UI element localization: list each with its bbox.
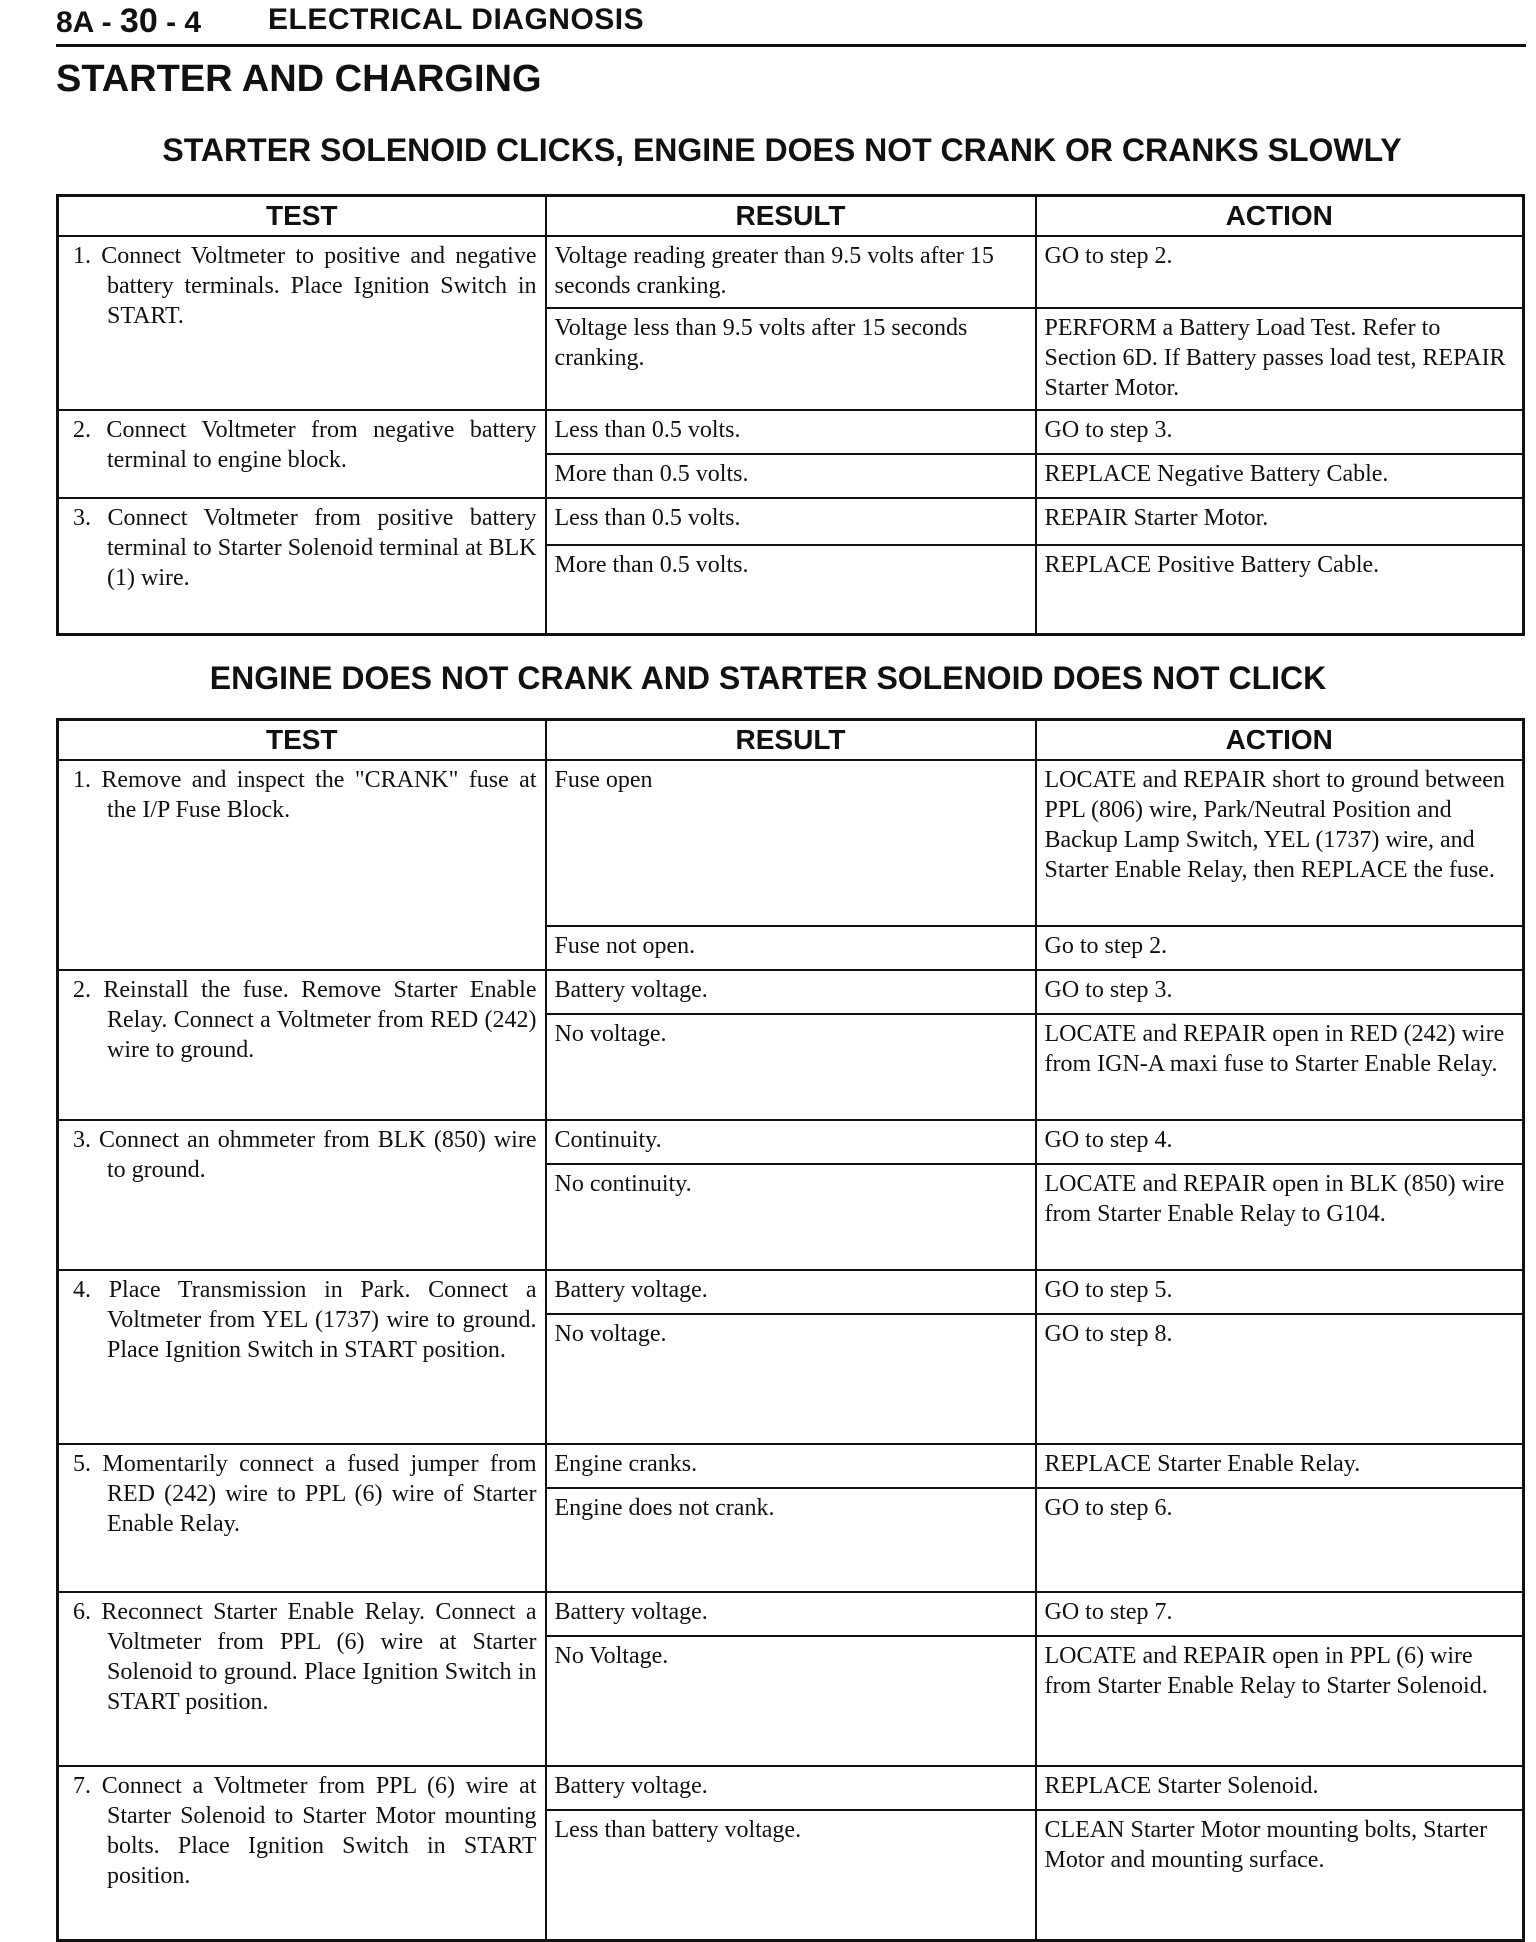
result-cell: Battery voltage.	[546, 1270, 1036, 1314]
page-header	[56, 0, 1526, 47]
result-cell: No continuity.	[546, 1164, 1036, 1270]
table-row	[58, 1120, 1524, 1164]
result-cell: Battery voltage.	[546, 1766, 1036, 1810]
column-header-test: TEST	[58, 196, 546, 237]
table-row	[58, 1592, 1524, 1636]
section-name: ELECTRICAL DIAGNOSIS	[268, 3, 645, 36]
result-cell: More than 0.5 volts.	[546, 454, 1036, 498]
column-header-action: ACTION	[1036, 720, 1524, 761]
page-code: 8A - 30 - 4	[56, 2, 202, 40]
page-title: STARTER AND CHARGING	[56, 58, 542, 100]
result-cell: Engine does not crank.	[546, 1488, 1036, 1592]
result-cell: No Voltage.	[546, 1636, 1036, 1766]
action-cell: GO to step 3.	[1036, 410, 1524, 454]
table-row	[58, 236, 1524, 308]
result-cell: Less than battery voltage.	[546, 1810, 1036, 1941]
action-cell: LOCATE and REPAIR open in PPL (6) wire from Starter Enable Relay to Starter Solenoid.	[1036, 1636, 1524, 1766]
action-cell: GO to step 2.	[1036, 236, 1524, 308]
action-cell: GO to step 7.	[1036, 1592, 1524, 1636]
table2-title: ENGINE DOES NOT CRANK AND STARTER SOLENOID DOES NOT CLICK	[209, 660, 1327, 696]
result-cell: Battery voltage.	[546, 1592, 1036, 1636]
column-header-result: RESULT	[546, 196, 1036, 237]
diagnosis-table-no-click	[56, 718, 1525, 1942]
result-cell: Fuse open	[546, 760, 1036, 926]
test-cell: 3. Connect Voltmeter from positive battery terminal to Starter Solenoid terminal at BLK (1) wire.	[58, 498, 546, 635]
table-row	[58, 1766, 1524, 1810]
result-cell: No voltage.	[546, 1314, 1036, 1444]
column-header-result: RESULT	[546, 720, 1036, 761]
action-cell: GO to step 5.	[1036, 1270, 1524, 1314]
action-cell: REPLACE Starter Enable Relay.	[1036, 1444, 1524, 1488]
test-cell: 2. Reinstall the fuse. Remove Starter Enable Relay. Connect a Voltmeter from RED (242) wire to ground.	[58, 970, 546, 1120]
test-cell: 6. Reconnect Starter Enable Relay. Connect a Voltmeter from PPL (6) wire at Starter Solenoid to ground. Place Ignition Switch in START position.	[58, 1592, 546, 1766]
test-cell: 2. Connect Voltmeter from negative battery terminal to engine block.	[58, 410, 546, 498]
column-header-test: TEST	[58, 720, 546, 761]
action-cell: GO to step 6.	[1036, 1488, 1524, 1592]
table-row	[58, 1270, 1524, 1314]
action-cell: Go to step 2.	[1036, 926, 1524, 970]
result-cell: More than 0.5 volts.	[546, 545, 1036, 635]
diagnosis-table-solenoid-clicks	[56, 194, 1525, 636]
action-cell: REPLACE Starter Solenoid.	[1036, 1766, 1524, 1810]
action-cell: LOCATE and REPAIR short to ground between PPL (806) wire, Park/Neutral Position and Backup Lamp Switch, YEL (1737) wire, and Starter Enable Relay, then REPLACE the fuse.	[1036, 760, 1524, 926]
result-cell: Fuse not open.	[546, 926, 1036, 970]
result-cell: Battery voltage.	[546, 970, 1036, 1014]
test-cell: 3. Connect an ohmmeter from BLK (850) wire to ground.	[58, 1120, 546, 1270]
result-cell: Engine cranks.	[546, 1444, 1036, 1488]
action-cell: REPLACE Positive Battery Cable.	[1036, 545, 1524, 635]
test-cell: 7. Connect a Voltmeter from PPL (6) wire at Starter Solenoid to Starter Motor mounting bolts. Place Ignition Switch in START position.	[58, 1766, 546, 1941]
action-cell: REPAIR Starter Motor.	[1036, 498, 1524, 545]
result-cell: Voltage less than 9.5 volts after 15 seconds cranking.	[546, 308, 1036, 410]
action-cell: REPLACE Negative Battery Cable.	[1036, 454, 1524, 498]
test-cell: 1. Connect Voltmeter to positive and negative battery terminals. Place Ignition Switch in START.	[58, 236, 546, 410]
table-row	[58, 760, 1524, 926]
table-row	[58, 970, 1524, 1014]
action-cell: GO to step 8.	[1036, 1314, 1524, 1444]
action-cell: CLEAN Starter Motor mounting bolts, Starter Motor and mounting surface.	[1036, 1810, 1524, 1941]
table1-title: STARTER SOLENOID CLICKS, ENGINE DOES NOT CRANK OR CRANKS SLOWLY	[162, 132, 1402, 168]
result-cell: No voltage.	[546, 1014, 1036, 1120]
result-cell: Less than 0.5 volts.	[546, 410, 1036, 454]
action-cell: GO to step 3.	[1036, 970, 1524, 1014]
column-header-action: ACTION	[1036, 196, 1524, 237]
result-cell: Voltage reading greater than 9.5 volts after 15 seconds cranking.	[546, 236, 1036, 308]
table-row	[58, 410, 1524, 454]
table-row	[58, 498, 1524, 545]
action-cell: LOCATE and REPAIR open in RED (242) wire from IGN-A maxi fuse to Starter Enable Relay.	[1036, 1014, 1524, 1120]
test-cell: 4. Place Transmission in Park. Connect a Voltmeter from YEL (1737) wire to ground. Place Ignition Switch in START position.	[58, 1270, 546, 1444]
result-cell: Less than 0.5 volts.	[546, 498, 1036, 545]
test-cell: 5. Momentarily connect a fused jumper from RED (242) wire to PPL (6) wire of Starter Enable Relay.	[58, 1444, 546, 1592]
table-row	[58, 1444, 1524, 1488]
action-cell: LOCATE and REPAIR open in BLK (850) wire from Starter Enable Relay to G104.	[1036, 1164, 1524, 1270]
action-cell: PERFORM a Battery Load Test. Refer to Section 6D. If Battery passes load test, REPAIR Starter Motor.	[1036, 308, 1524, 410]
result-cell: Continuity.	[546, 1120, 1036, 1164]
test-cell: 1. Remove and inspect the "CRANK" fuse at the I/P Fuse Block.	[58, 760, 546, 970]
action-cell: GO to step 4.	[1036, 1120, 1524, 1164]
